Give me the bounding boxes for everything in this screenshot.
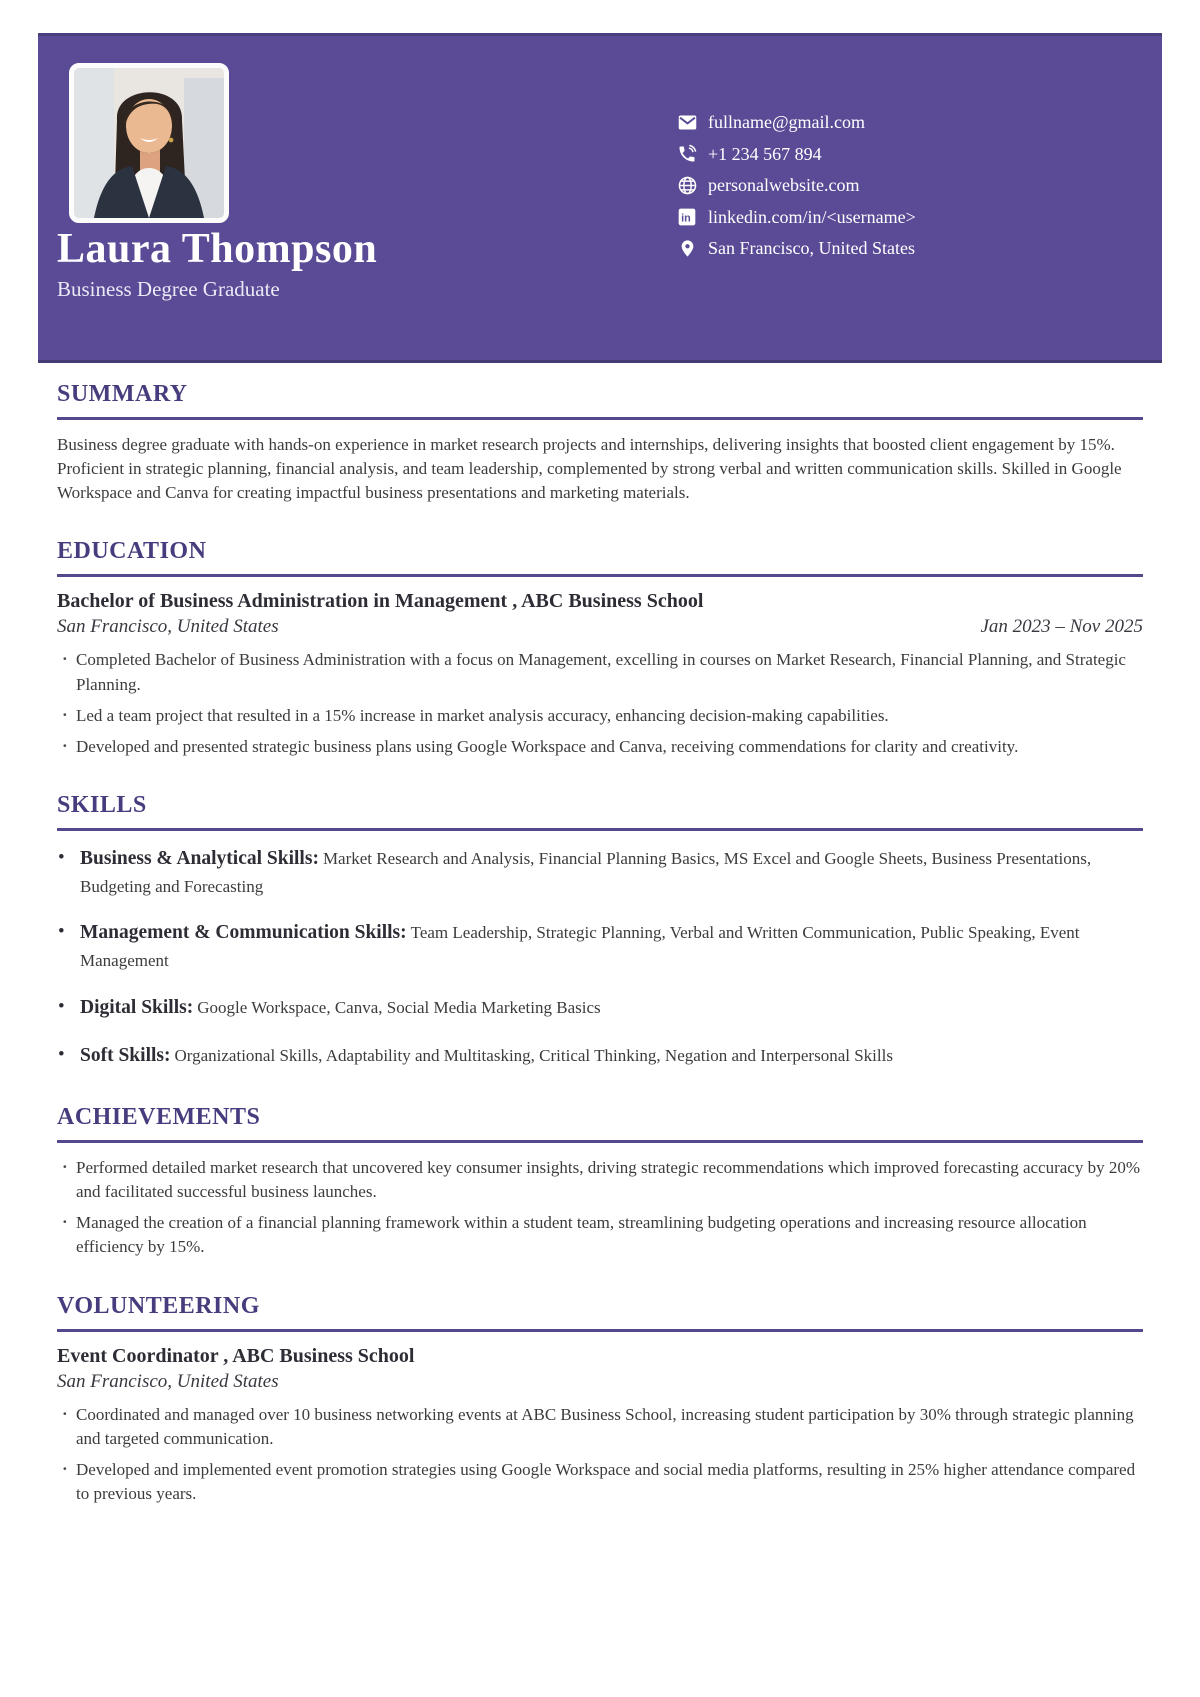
profile-photo xyxy=(69,63,229,223)
skills-list xyxy=(57,844,1143,1071)
list-item: · Developed and presented strategic business plans using Google Workspace and Canva, receiving commendations for clarity and creativity. xyxy=(57,735,1143,759)
list-item: · Managed the creation of a financial planning framework within a student team, streamlining budgeting operations and increasing resource allocation efficiency by 15%. xyxy=(57,1211,1143,1259)
list-item: · Performed detailed market research that uncovered key consumer insights, driving strategic recommendations which improved forecasting accuracy by 20% and facilitated successful business launches. xyxy=(57,1156,1143,1204)
email-icon xyxy=(675,112,699,133)
section-divider xyxy=(57,574,1143,577)
contact-location-text: San Francisco, United States xyxy=(708,238,915,259)
skill-values: Organizational Skills, Adaptability and Multitasking, Critical Thinking, Negation and Interpersonal Skills xyxy=(174,1046,893,1066)
contact-list xyxy=(675,107,916,265)
contact-phone-text: +1 234 567 894 xyxy=(708,143,822,164)
section-divider xyxy=(57,417,1143,420)
skill-label: Management & Communication Skills: xyxy=(80,922,407,944)
volunteering-bullet-list xyxy=(57,1403,1143,1507)
education-heading: EDUCATION xyxy=(57,538,207,565)
phone-icon xyxy=(675,144,699,164)
skill-label: Business & Analytical Skills: xyxy=(80,847,319,869)
person-name: Laura Thompson xyxy=(57,226,378,272)
section-achievements xyxy=(57,1104,1143,1260)
list-item: · Led a team project that resulted in a 15% increase in market analysis accuracy, enhancing decision-making capabilities. xyxy=(57,704,1143,728)
skill-values: Market Research and Analysis, Financial Planning Basics, MS Excel and Google Sheets, Business Presentations, Budgeting and Forecasting xyxy=(80,848,1092,896)
summary-text: Business degree graduate with hands-on experience in market research projects and internships, delivering insights that boosted client engagement by 15%. Proficient in strategic planning, financial analysis, and team leadership, complemented by strong verbal and written communication skills. Skilled in Google Workspace and Canva for creating impactful business presentations and marketing materials. xyxy=(57,435,1122,503)
list-item: · Coordinated and managed over 10 business networking events at ABC Business School, increasing student participation by 30% through strategic planning and targeted communication. xyxy=(57,1403,1143,1451)
skill-label: Soft Skills: xyxy=(80,1045,171,1067)
section-education xyxy=(57,538,1143,759)
education-dates: Jan 2023 – Nov 2025 xyxy=(980,616,1143,638)
skills-heading: SKILLS xyxy=(57,791,147,818)
portrait-illustration xyxy=(74,68,224,218)
identity-block xyxy=(57,226,377,302)
contact-email[interactable] xyxy=(675,107,916,139)
person-title: Business Degree Graduate xyxy=(57,277,280,302)
skill-item xyxy=(57,1041,1143,1071)
section-divider xyxy=(57,1140,1143,1143)
education-bullet-list xyxy=(57,648,1143,759)
achievements-bullet-list xyxy=(57,1156,1143,1260)
volunteering-meta xyxy=(57,1371,1143,1393)
header xyxy=(38,33,1162,363)
section-volunteering xyxy=(57,1293,1143,1507)
globe-icon xyxy=(675,175,699,196)
skill-item xyxy=(57,844,1143,899)
skill-values: Google Workspace, Canva, Social Media Marketing Basics xyxy=(197,997,601,1017)
list-item: · Completed Bachelor of Business Administration with a focus on Management, excelling in courses on Market Research, Financial Planning, and Strategic Planning. xyxy=(57,648,1143,696)
volunteering-heading: VOLUNTEERING xyxy=(57,1292,260,1319)
achievements-heading: ACHIEVEMENTS xyxy=(57,1104,261,1131)
education-meta xyxy=(57,616,1143,638)
list-item: · Developed and implemented event promotion strategies using Google Workspace and social media platforms, resulting in 25% higher attendance compared to previous years. xyxy=(57,1458,1143,1506)
section-skills xyxy=(57,792,1143,1071)
resume-body xyxy=(57,381,1143,1506)
skill-label: Digital Skills: xyxy=(80,996,194,1018)
section-divider xyxy=(57,1329,1143,1332)
section-summary xyxy=(57,381,1143,505)
volunteering-role: Event Coordinator , ABC Business School xyxy=(57,1344,415,1367)
summary-heading: SUMMARY xyxy=(57,381,188,407)
skill-item xyxy=(57,993,1143,1023)
contact-linkedin-text: linkedin.com/in/<username> xyxy=(708,206,916,227)
skill-values: Team Leadership, Strategic Planning, Verbal and Written Communication, Public Speaking, Event Management xyxy=(80,923,1080,970)
contact-location xyxy=(675,233,916,265)
linkedin-icon xyxy=(675,207,699,227)
contact-phone[interactable] xyxy=(675,139,916,171)
volunteering-location: San Francisco, United States xyxy=(57,1370,279,1392)
contact-email-text: fullname@gmail.com xyxy=(708,112,866,133)
education-location: San Francisco, United States xyxy=(57,616,279,638)
skill-item xyxy=(57,918,1143,973)
location-icon xyxy=(675,238,699,259)
education-degree: Bachelor of Business Administration in Management , ABC Business School xyxy=(57,590,704,613)
contact-linkedin[interactable] xyxy=(675,202,916,234)
section-divider xyxy=(57,828,1143,831)
contact-website-text: personalwebsite.com xyxy=(708,175,860,196)
svg-text:in: in xyxy=(681,212,691,225)
contact-website[interactable] xyxy=(675,170,916,202)
